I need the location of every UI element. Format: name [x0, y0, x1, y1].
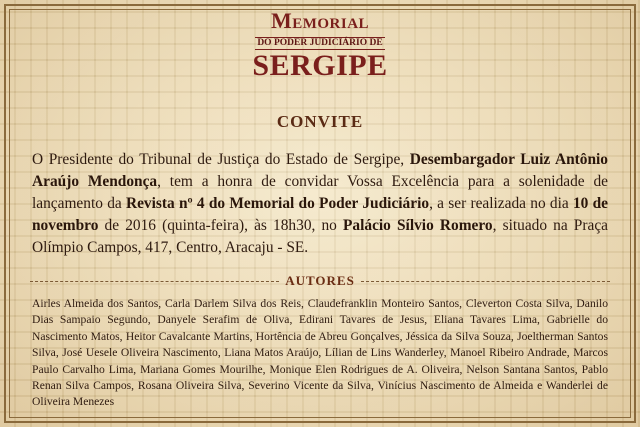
- authors-rule-right: [361, 281, 610, 282]
- authors-rule-left: [30, 281, 279, 282]
- invitation-text-1: O Presidente do Tribunal de Justiça do Estado de Sergipe,: [32, 151, 410, 168]
- page-title: CONVITE: [276, 112, 364, 131]
- invitation-bold-host: Desembargador Luiz Antônio Araújo Mendonça: [32, 151, 608, 190]
- invitation-text-3: , a ser realizada no dia: [429, 195, 573, 212]
- logo-line-poder-judiciario: DO PODER JUDICIÁRIO DE: [257, 38, 383, 48]
- invitation-text-4: de 2016 (quinta-feira), às 18h30, no: [98, 217, 343, 234]
- memorial-logo: [0, 10, 640, 82]
- invitation-text-5: , situado na Praça Olímpio Campos, 417, Centro, Aracaju - SE.: [32, 217, 608, 256]
- invitation-bold-publication: Revista nº 4 do Memorial do Poder Judiciário: [125, 195, 430, 212]
- invitation-paragraph: [32, 149, 608, 259]
- logo-line-sergipe: SERGIPE: [252, 49, 388, 82]
- authors-list: Airles Almeida dos Santos, Carla Darlem Silva dos Reis, Claudefranklin Monteiro Santos, Cleverton Costa Silva, Danilo Dias Sampaio Segundo, Danyele Serafim de Oliva, Edirani Tavares de Jesus, Eliana Tavares Lima, Gabrielle do Nascimento Matos, Heitor Cavalcante Martins, Hortência de Abreu Gonçalves, Jéssica da Silva Souza, Joeltherman Santos Silva, José Uesele Oliveira Nascimento, Liana Matos Araújo, Lílian de Lins Wanderley, Manoel Ribeiro Andrade, Marcos Paulo Carvalho Lima, Mariana Gomes Mourilhe, Monique Elen Rodrigues de A. Oliveira, Nelson Santana Santos, Pablo Renan Silva Campos, Rosana Oliveira Silva, Severino Vicente da Silva, Vinícius Nascimento de Almeida e Wanderlei de Oliveira Menezes: [32, 297, 608, 409]
- authors-label: AUTORES: [285, 273, 355, 288]
- invitation-text-2: , tem a honra de convidar Vossa Excelência para a solenidade de lançamento da: [32, 173, 608, 212]
- invitation-bold-venue: Palácio Sílvio Romero: [343, 217, 493, 234]
- logo-line-memorial: Memorial: [270, 8, 370, 33]
- invitation-bold-date: 10 de novembro: [32, 195, 609, 234]
- authors-heading: [30, 271, 610, 291]
